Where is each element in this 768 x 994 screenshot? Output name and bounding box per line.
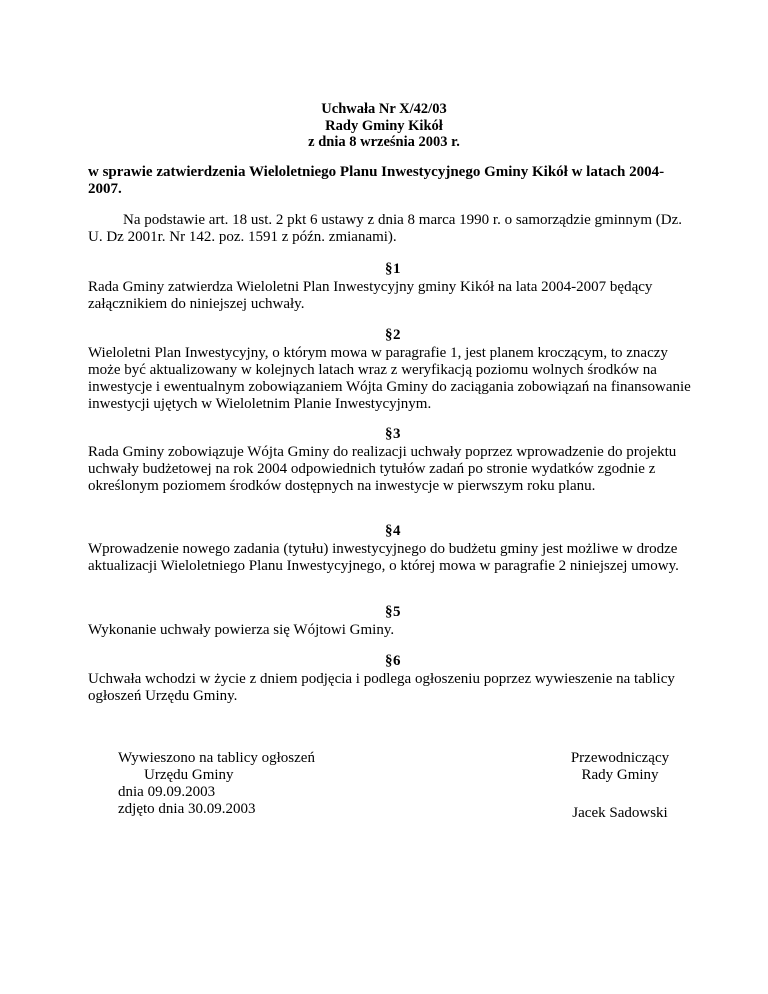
section-text: Wieloletni Plan Inwestycyjny, o którym mowa w paragrafie 1, jest planem kroczącym, to znaczy może być aktualizowany w kolejnych latach wraz z weryfikacją poziomu wolnych środków na inwestycje i ewentualnym zobowiązaniem Wójta Gminy do zaciągania zobowiązań na finansowanie inwestycji ujętych w Wieloletnim Planie Inwestycyjnym. bbox=[88, 345, 691, 412]
resolution-date: z dnia 8 września 2003 r. bbox=[308, 134, 460, 150]
section-text: Rada Gminy zobowiązuje Wójta Gminy do realizacji uchwały poprzez wprowadzenie do projektu uchwały budżetowej na rok 2004 odpowiednich tytułów zadań po stronie wydatków zgodnie z określonym poziomem środków dostępnych na inwestycje w pierwszym roku planu. bbox=[88, 444, 677, 494]
section-mark: §5 bbox=[385, 604, 401, 620]
section-1 bbox=[88, 261, 698, 313]
resolution-header bbox=[0, 101, 768, 151]
section-mark: §2 bbox=[385, 327, 401, 343]
signatory-body: Rady Gminy bbox=[581, 767, 659, 783]
section-5 bbox=[88, 604, 698, 639]
section-text: Uchwała wchodzi w życie z dniem podjęcia i podlega ogłoszeniu poprzez wywieszenie na tablicy ogłoszeń Urzędu Gminy. bbox=[88, 671, 675, 704]
removal-date: zdjęto dnia 30.09.2003 bbox=[118, 801, 256, 817]
resolution-subject: w sprawie zatwierdzenia Wieloletniego Planu Inwestycyjnego Gminy Kikół w latach 2004-2007. bbox=[88, 164, 665, 197]
section-2 bbox=[88, 327, 698, 413]
section-6 bbox=[88, 653, 698, 705]
section-text: Rada Gminy zatwierdza Wieloletni Plan Inwestycyjny gminy Kikół na lata 2004-2007 będący załącznikiem do niniejszej uchwały. bbox=[88, 279, 653, 312]
section-text: Wprowadzenie nowego zadania (tytułu) inwestycyjnego do budżetu gminy jest możliwe w drodze aktualizacji Wieloletniego Planu Inwestycyjnego, o której mowa w paragrafie 2 niniejszej umowy. bbox=[88, 541, 679, 574]
section-mark: §3 bbox=[385, 426, 401, 442]
posting-line: Urzędu Gminy bbox=[144, 767, 234, 783]
posting-date: dnia 09.09.2003 bbox=[118, 784, 216, 800]
posting-note bbox=[118, 750, 378, 818]
signatory-name: Jacek Sadowski bbox=[572, 805, 668, 821]
posting-line: Wywieszono na tablicy ogłoszeń bbox=[118, 750, 315, 766]
resolution-number: Uchwała Nr X/42/03 bbox=[321, 101, 447, 117]
legal-basis: Na podstawie art. 18 ust. 2 pkt 6 ustawy z dnia 8 marca 1990 r. o samorządzie gminnym (Dz. U. Dz 2001r. Nr 142. poz. 1591 z późn. zmianami). bbox=[88, 212, 683, 245]
section-text: Wykonanie uchwały powierza się Wójtowi Gminy. bbox=[88, 622, 395, 638]
section-mark: §4 bbox=[385, 523, 401, 539]
section-3 bbox=[88, 426, 698, 495]
issuing-body: Rady Gminy Kikół bbox=[325, 117, 443, 134]
section-mark: §6 bbox=[385, 653, 401, 669]
section-4 bbox=[88, 523, 698, 575]
signature-block bbox=[540, 750, 700, 822]
signatory-title: Przewodniczący bbox=[570, 750, 670, 766]
section-mark: §1 bbox=[385, 261, 401, 277]
